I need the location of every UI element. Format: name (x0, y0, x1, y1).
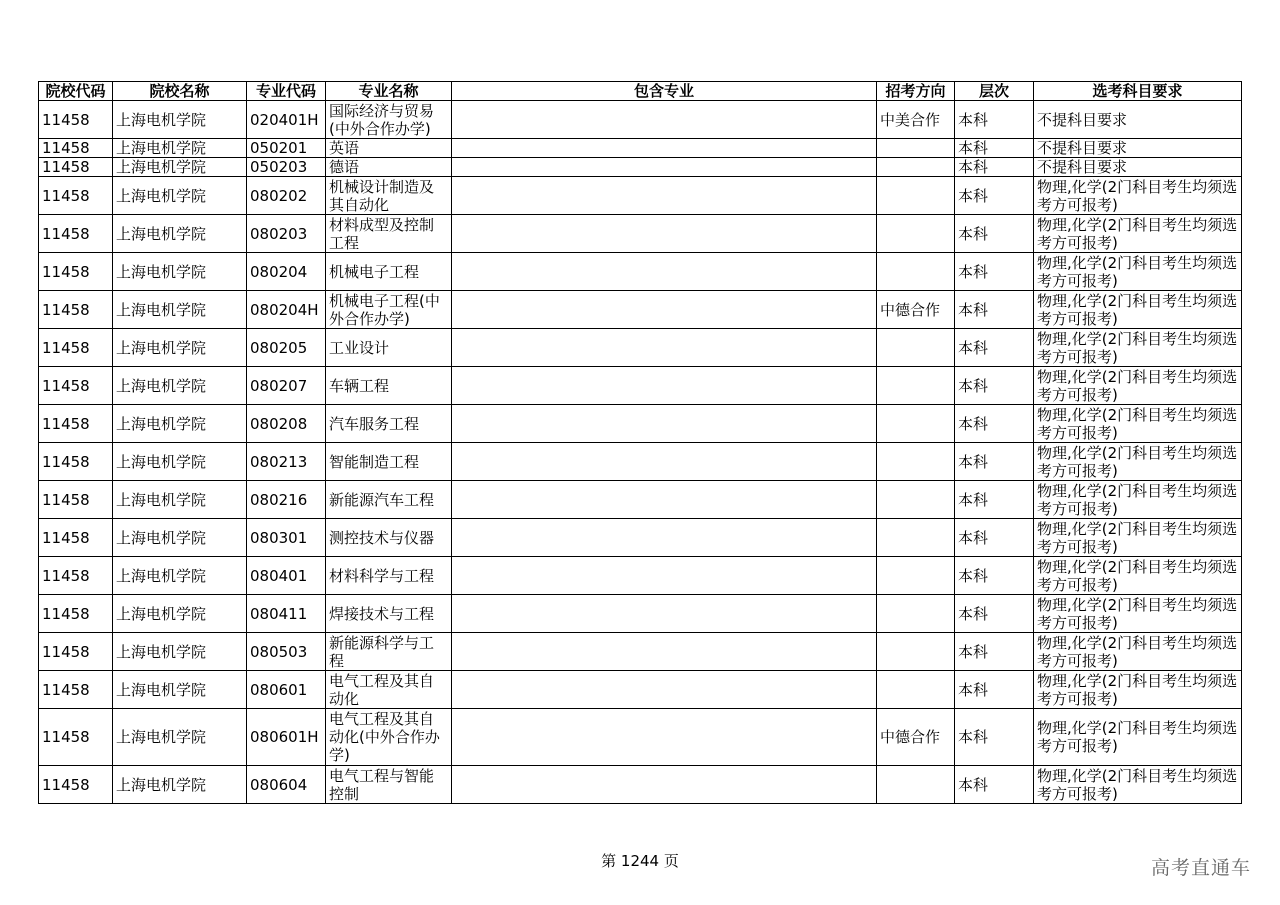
header-subject-requirement: 选考科目要求 (1034, 82, 1242, 101)
cell-level: 本科 (955, 766, 1034, 804)
cell-subject-requirement: 物理,化学(2门科目考生均须选考方可报考) (1034, 633, 1242, 671)
cell-level: 本科 (955, 405, 1034, 443)
table-body (39, 101, 1242, 804)
table-row (39, 595, 1242, 633)
cell-direction (877, 443, 955, 481)
cell-major-name: 材料成型及控制工程 (326, 215, 452, 253)
cell-school-code: 11458 (39, 101, 113, 139)
cell-included-majors (452, 671, 877, 709)
table-row (39, 519, 1242, 557)
cell-major-code: 080604 (247, 766, 326, 804)
cell-subject-requirement: 物理,化学(2门科目考生均须选考方可报考) (1034, 253, 1242, 291)
cell-subject-requirement: 物理,化学(2门科目考生均须选考方可报考) (1034, 215, 1242, 253)
cell-major-code: 080208 (247, 405, 326, 443)
cell-school-name: 上海电机学院 (113, 253, 247, 291)
cell-school-code: 11458 (39, 709, 113, 766)
cell-direction (877, 633, 955, 671)
cell-direction (877, 595, 955, 633)
cell-school-code: 11458 (39, 443, 113, 481)
cell-school-code: 11458 (39, 405, 113, 443)
cell-direction (877, 766, 955, 804)
cell-school-name: 上海电机学院 (113, 557, 247, 595)
cell-school-code: 11458 (39, 139, 113, 158)
header-school-code: 院校代码 (39, 82, 113, 101)
cell-school-code: 11458 (39, 367, 113, 405)
table-row (39, 177, 1242, 215)
header-school-name: 院校名称 (113, 82, 247, 101)
cell-direction (877, 139, 955, 158)
cell-included-majors (452, 291, 877, 329)
cell-school-name: 上海电机学院 (113, 633, 247, 671)
cell-major-name: 国际经济与贸易(中外合作办学) (326, 101, 452, 139)
cell-major-code: 080203 (247, 215, 326, 253)
cell-school-name: 上海电机学院 (113, 709, 247, 766)
page-number: 第 1244 页 (601, 852, 679, 870)
cell-school-code: 11458 (39, 519, 113, 557)
cell-major-name: 电气工程及其自动化(中外合作办学) (326, 709, 452, 766)
table-row (39, 139, 1242, 158)
cell-level: 本科 (955, 139, 1034, 158)
cell-major-name: 智能制造工程 (326, 443, 452, 481)
header-major-name: 专业名称 (326, 82, 452, 101)
table-row (39, 291, 1242, 329)
watermark-logo-text: 高考直通车 (1150, 857, 1251, 879)
cell-major-name: 机械电子工程(中外合作办学) (326, 291, 452, 329)
cell-school-name: 上海电机学院 (113, 177, 247, 215)
cell-level: 本科 (955, 671, 1034, 709)
cell-included-majors (452, 253, 877, 291)
cell-school-code: 11458 (39, 633, 113, 671)
cell-subject-requirement: 物理,化学(2门科目考生均须选考方可报考) (1034, 671, 1242, 709)
cell-subject-requirement: 物理,化学(2门科目考生均须选考方可报考) (1034, 443, 1242, 481)
cell-subject-requirement: 物理,化学(2门科目考生均须选考方可报考) (1034, 595, 1242, 633)
cell-subject-requirement: 物理,化学(2门科目考生均须选考方可报考) (1034, 766, 1242, 804)
cell-level: 本科 (955, 633, 1034, 671)
cell-school-name: 上海电机学院 (113, 595, 247, 633)
table-row (39, 709, 1242, 766)
cell-major-code: 080213 (247, 443, 326, 481)
cell-level: 本科 (955, 367, 1034, 405)
cell-included-majors (452, 139, 877, 158)
table-row (39, 158, 1242, 177)
header-direction: 招考方向 (877, 82, 955, 101)
cell-subject-requirement: 不提科目要求 (1034, 139, 1242, 158)
cell-subject-requirement: 物理,化学(2门科目考生均须选考方可报考) (1034, 177, 1242, 215)
header-major-code: 专业代码 (247, 82, 326, 101)
cell-school-name: 上海电机学院 (113, 519, 247, 557)
cell-school-name: 上海电机学院 (113, 158, 247, 177)
cell-school-code: 11458 (39, 766, 113, 804)
table-row (39, 633, 1242, 671)
admission-requirements-table (38, 81, 1242, 804)
cell-included-majors (452, 557, 877, 595)
cell-direction (877, 519, 955, 557)
cell-level: 本科 (955, 557, 1034, 595)
cell-major-code: 080411 (247, 595, 326, 633)
cell-subject-requirement: 物理,化学(2门科目考生均须选考方可报考) (1034, 291, 1242, 329)
cell-major-code: 050201 (247, 139, 326, 158)
table-row (39, 766, 1242, 804)
cell-school-code: 11458 (39, 557, 113, 595)
table-row (39, 671, 1242, 709)
cell-school-name: 上海电机学院 (113, 329, 247, 367)
cell-school-code: 11458 (39, 329, 113, 367)
cell-direction (877, 557, 955, 595)
cell-included-majors (452, 595, 877, 633)
header-included-majors: 包含专业 (452, 82, 877, 101)
cell-major-name: 机械电子工程 (326, 253, 452, 291)
cell-included-majors (452, 766, 877, 804)
cell-school-name: 上海电机学院 (113, 367, 247, 405)
cell-subject-requirement: 物理,化学(2门科目考生均须选考方可报考) (1034, 481, 1242, 519)
cell-school-name: 上海电机学院 (113, 215, 247, 253)
cell-included-majors (452, 481, 877, 519)
cell-major-code: 080216 (247, 481, 326, 519)
table-row (39, 405, 1242, 443)
cell-level: 本科 (955, 177, 1034, 215)
cell-major-name: 英语 (326, 139, 452, 158)
table-row (39, 329, 1242, 367)
header-level: 层次 (955, 82, 1034, 101)
table-row (39, 253, 1242, 291)
cell-school-code: 11458 (39, 215, 113, 253)
table-row (39, 481, 1242, 519)
cell-included-majors (452, 215, 877, 253)
cell-subject-requirement: 不提科目要求 (1034, 101, 1242, 139)
cell-major-name: 电气工程与智能控制 (326, 766, 452, 804)
cell-direction (877, 329, 955, 367)
cell-direction: 中美合作 (877, 101, 955, 139)
cell-level: 本科 (955, 158, 1034, 177)
cell-major-code: 080204H (247, 291, 326, 329)
cell-subject-requirement: 物理,化学(2门科目考生均须选考方可报考) (1034, 367, 1242, 405)
cell-major-name: 新能源汽车工程 (326, 481, 452, 519)
cell-major-code: 080301 (247, 519, 326, 557)
table-row (39, 443, 1242, 481)
cell-major-code: 080202 (247, 177, 326, 215)
cell-included-majors (452, 443, 877, 481)
cell-school-name: 上海电机学院 (113, 291, 247, 329)
cell-major-code: 080205 (247, 329, 326, 367)
cell-school-name: 上海电机学院 (113, 101, 247, 139)
cell-direction (877, 177, 955, 215)
cell-direction: 中德合作 (877, 709, 955, 766)
table-row (39, 215, 1242, 253)
cell-level: 本科 (955, 443, 1034, 481)
cell-school-name: 上海电机学院 (113, 443, 247, 481)
cell-major-name: 焊接技术与工程 (326, 595, 452, 633)
cell-school-code: 11458 (39, 158, 113, 177)
cell-major-code: 020401H (247, 101, 326, 139)
cell-subject-requirement: 物理,化学(2门科目考生均须选考方可报考) (1034, 557, 1242, 595)
cell-major-code: 080503 (247, 633, 326, 671)
cell-major-code: 050203 (247, 158, 326, 177)
cell-subject-requirement: 物理,化学(2门科目考生均须选考方可报考) (1034, 329, 1242, 367)
cell-level: 本科 (955, 519, 1034, 557)
cell-school-name: 上海电机学院 (113, 766, 247, 804)
cell-school-code: 11458 (39, 671, 113, 709)
cell-included-majors (452, 405, 877, 443)
cell-subject-requirement: 物理,化学(2门科目考生均须选考方可报考) (1034, 405, 1242, 443)
cell-school-code: 11458 (39, 177, 113, 215)
cell-included-majors (452, 329, 877, 367)
cell-included-majors (452, 519, 877, 557)
cell-school-code: 11458 (39, 253, 113, 291)
cell-major-code: 080204 (247, 253, 326, 291)
cell-level: 本科 (955, 481, 1034, 519)
cell-level: 本科 (955, 291, 1034, 329)
cell-included-majors (452, 101, 877, 139)
cell-direction: 中德合作 (877, 291, 955, 329)
cell-major-name: 机械设计制造及其自动化 (326, 177, 452, 215)
cell-level: 本科 (955, 215, 1034, 253)
cell-level: 本科 (955, 101, 1034, 139)
table-row (39, 101, 1242, 139)
cell-major-name: 电气工程及其自动化 (326, 671, 452, 709)
cell-direction (877, 253, 955, 291)
cell-major-name: 新能源科学与工程 (326, 633, 452, 671)
cell-direction (877, 158, 955, 177)
cell-school-name: 上海电机学院 (113, 405, 247, 443)
cell-level: 本科 (955, 329, 1034, 367)
cell-subject-requirement: 物理,化学(2门科目考生均须选考方可报考) (1034, 519, 1242, 557)
cell-level: 本科 (955, 253, 1034, 291)
cell-level: 本科 (955, 709, 1034, 766)
table-row (39, 557, 1242, 595)
table-row (39, 367, 1242, 405)
cell-major-name: 工业设计 (326, 329, 452, 367)
cell-school-name: 上海电机学院 (113, 671, 247, 709)
cell-included-majors (452, 177, 877, 215)
cell-school-code: 11458 (39, 595, 113, 633)
cell-major-code: 080401 (247, 557, 326, 595)
cell-level: 本科 (955, 595, 1034, 633)
cell-direction (877, 405, 955, 443)
cell-subject-requirement: 物理,化学(2门科目考生均须选考方可报考) (1034, 709, 1242, 766)
cell-school-code: 11458 (39, 481, 113, 519)
cell-major-name: 测控技术与仪器 (326, 519, 452, 557)
cell-school-code: 11458 (39, 291, 113, 329)
cell-direction (877, 367, 955, 405)
cell-included-majors (452, 158, 877, 177)
cell-major-code: 080207 (247, 367, 326, 405)
cell-major-name: 德语 (326, 158, 452, 177)
cell-direction (877, 215, 955, 253)
cell-direction (877, 481, 955, 519)
cell-major-name: 车辆工程 (326, 367, 452, 405)
cell-major-name: 汽车服务工程 (326, 405, 452, 443)
cell-included-majors (452, 709, 877, 766)
cell-major-code: 080601 (247, 671, 326, 709)
cell-school-name: 上海电机学院 (113, 139, 247, 158)
cell-direction (877, 671, 955, 709)
cell-major-name: 材料科学与工程 (326, 557, 452, 595)
cell-included-majors (452, 367, 877, 405)
cell-included-majors (452, 633, 877, 671)
cell-major-code: 080601H (247, 709, 326, 766)
cell-school-name: 上海电机学院 (113, 481, 247, 519)
table-header-row (39, 82, 1242, 101)
cell-subject-requirement: 不提科目要求 (1034, 158, 1242, 177)
